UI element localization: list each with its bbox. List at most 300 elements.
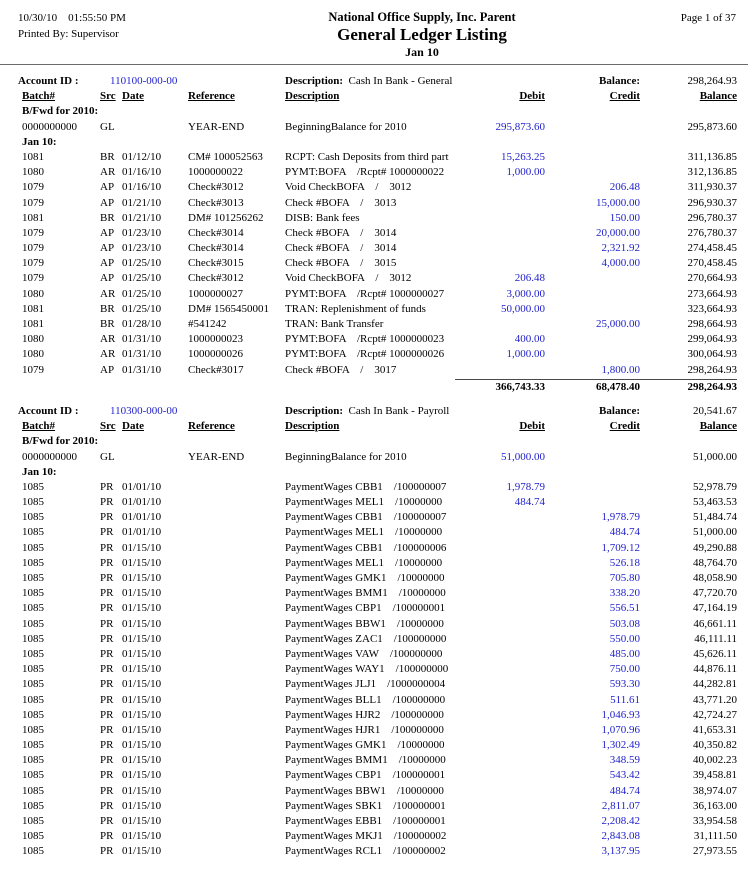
debit-cell bbox=[455, 317, 545, 332]
balance-cell: 296,780.37 bbox=[687, 211, 737, 224]
src-cell: AP bbox=[100, 242, 115, 255]
description-label: Description: bbox=[285, 404, 344, 417]
src-cell: PR bbox=[100, 541, 114, 554]
credit-cell[interactable]: 1,978.79 bbox=[601, 511, 640, 524]
account-section bbox=[0, 404, 748, 860]
debit-cell bbox=[455, 693, 545, 708]
balance-cell: 36,163.00 bbox=[693, 799, 737, 812]
debit-cell[interactable]: 1,000.00 bbox=[506, 348, 545, 361]
date-cell: 01/15/10 bbox=[122, 708, 162, 721]
balance-cell: 273,664.93 bbox=[687, 287, 737, 300]
src-cell: AR bbox=[100, 333, 116, 346]
debit-cell bbox=[455, 799, 545, 814]
credit-cell bbox=[545, 480, 640, 495]
credit-cell bbox=[545, 302, 640, 317]
spacer-cell bbox=[96, 379, 118, 394]
date-cell: 01/28/10 bbox=[122, 318, 162, 330]
credit-cell bbox=[545, 120, 640, 135]
description-cell: Check #BOFA / 3017 bbox=[285, 363, 397, 376]
date-cell: 01/15/10 bbox=[122, 632, 162, 645]
description-cell: PaymentWages BLL1 /100000000 bbox=[285, 693, 446, 706]
reference-cell: YEAR-END bbox=[188, 120, 245, 133]
reference-cell: Check#3013 bbox=[188, 196, 244, 209]
debit-cell[interactable]: 400.00 bbox=[514, 333, 545, 346]
src-cell: BR bbox=[100, 318, 115, 330]
description-cell: Void CheckBOFA / 3012 bbox=[285, 181, 412, 194]
batch-cell: 1085 bbox=[22, 815, 44, 827]
credit-cell[interactable]: 1,302.49 bbox=[601, 739, 640, 752]
src-cell: PR bbox=[100, 572, 114, 584]
column-header-batch: Batch# bbox=[22, 420, 55, 433]
credit-cell[interactable]: 338.20 bbox=[609, 587, 640, 600]
column-header-credit: Credit bbox=[609, 90, 640, 103]
debit-cell bbox=[455, 541, 545, 556]
table-row bbox=[0, 571, 748, 586]
reference-cell: Check#3012 bbox=[188, 272, 244, 285]
src-cell: BR bbox=[100, 150, 115, 163]
description-cell: BeginningBalance for 2010 bbox=[285, 120, 407, 133]
src-cell: PR bbox=[100, 632, 114, 645]
column-header-date: Date bbox=[122, 90, 144, 103]
reference-cell: Check#3017 bbox=[188, 363, 244, 376]
reference-cell bbox=[188, 768, 285, 783]
date-cell: 01/25/10 bbox=[122, 287, 162, 300]
report-header-left bbox=[18, 10, 208, 60]
reference-cell: Check#3014 bbox=[188, 242, 244, 255]
account-header-row bbox=[0, 74, 748, 89]
credit-cell[interactable]: 348.59 bbox=[609, 754, 640, 767]
balance-cell: 270,664.93 bbox=[687, 272, 737, 285]
src-cell: AR bbox=[100, 166, 116, 179]
description-cell: BeginningBalance for 2010 bbox=[285, 450, 407, 463]
src-cell: PR bbox=[100, 617, 114, 630]
table-row bbox=[0, 495, 748, 510]
description-cell: PaymentWages MEL1 /10000000 bbox=[285, 496, 443, 509]
description-value: Cash In Bank - General bbox=[343, 75, 453, 87]
batch-cell: 1080 bbox=[22, 348, 44, 361]
table-row bbox=[0, 601, 748, 616]
reference-cell: Check#3014 bbox=[188, 226, 244, 239]
date-cell: 01/01/10 bbox=[122, 526, 162, 539]
description-cell: Check #BOFA / 3013 bbox=[285, 196, 397, 209]
reference-cell bbox=[188, 693, 285, 708]
src-cell: PR bbox=[100, 602, 114, 615]
debit-cell bbox=[455, 241, 545, 256]
balance-cell: 270,458.45 bbox=[687, 257, 737, 270]
credit-cell bbox=[545, 347, 640, 362]
credit-cell[interactable]: 2,321.92 bbox=[601, 242, 640, 255]
account-id-value[interactable]: 110100-000-00 bbox=[110, 75, 178, 87]
src-cell: PR bbox=[100, 587, 114, 600]
description-cell: PaymentWages HJR1 /100000000 bbox=[285, 723, 444, 736]
table-row bbox=[0, 799, 748, 814]
debit-cell bbox=[455, 662, 545, 677]
column-header-balance: Balance bbox=[699, 420, 737, 433]
reference-cell bbox=[188, 844, 285, 859]
debit-cell[interactable]: 206.48 bbox=[514, 272, 545, 285]
reference-cell: 1000000023 bbox=[188, 333, 243, 346]
table-row bbox=[0, 510, 748, 525]
reference-cell: Check#3015 bbox=[188, 257, 244, 270]
reference-cell bbox=[188, 495, 285, 510]
batch-cell: 1085 bbox=[22, 723, 44, 736]
date-cell: 01/15/10 bbox=[122, 784, 162, 797]
src-cell: BR bbox=[100, 211, 115, 224]
report-period: Jan 10 bbox=[405, 45, 439, 59]
date-cell: 01/15/10 bbox=[122, 541, 162, 554]
reference-cell bbox=[188, 525, 285, 540]
debit-cell bbox=[455, 586, 545, 601]
date-cell: 01/15/10 bbox=[122, 617, 162, 630]
batch-cell: 1085 bbox=[22, 754, 44, 767]
credit-cell[interactable]: 593.30 bbox=[609, 678, 640, 691]
credit-cell bbox=[545, 165, 640, 180]
balance-cell: 27,973.55 bbox=[693, 845, 737, 858]
column-header-batch: Batch# bbox=[22, 90, 55, 103]
src-cell: PR bbox=[100, 647, 114, 660]
header-rule bbox=[0, 64, 748, 65]
src-cell: GL bbox=[100, 120, 115, 133]
debit-cell bbox=[455, 768, 545, 783]
balance-cell: 295,873.60 bbox=[687, 120, 737, 133]
credit-cell[interactable]: 511.61 bbox=[610, 693, 640, 706]
credit-cell[interactable]: 4,000.00 bbox=[601, 257, 640, 270]
date-cell: 01/21/10 bbox=[122, 211, 162, 224]
src-cell: PR bbox=[100, 815, 114, 827]
credit-cell[interactable]: 20,000.00 bbox=[596, 226, 640, 239]
credit-cell[interactable]: 150.00 bbox=[609, 211, 640, 224]
src-cell: PR bbox=[100, 526, 114, 539]
debit-cell bbox=[455, 601, 545, 616]
table-row bbox=[0, 784, 748, 799]
batch-cell: 1085 bbox=[22, 693, 44, 706]
description-cell: PaymentWages MEL1 /10000000 bbox=[285, 526, 443, 539]
batch-cell: 1081 bbox=[22, 318, 44, 330]
debit-cell[interactable]: 295,873.60 bbox=[495, 120, 545, 133]
date-cell: 01/31/10 bbox=[122, 363, 162, 376]
description-value: Cash In Bank - Payroll bbox=[343, 404, 450, 417]
src-cell: PR bbox=[100, 511, 114, 524]
debit-cell[interactable]: 15,263.25 bbox=[501, 150, 545, 163]
reference-cell bbox=[188, 571, 285, 586]
balance-cell: 296,930.37 bbox=[687, 196, 737, 209]
credit-cell[interactable]: 1,709.12 bbox=[601, 541, 640, 554]
debit-cell bbox=[455, 814, 545, 829]
spacer-cell bbox=[18, 379, 96, 394]
date-cell: 01/01/10 bbox=[122, 480, 162, 493]
credit-cell[interactable]: 1,046.93 bbox=[601, 708, 640, 721]
date-cell: 01/15/10 bbox=[122, 799, 162, 812]
credit-cell[interactable]: 206.48 bbox=[609, 181, 640, 194]
debit-cell[interactable]: 1,978.79 bbox=[506, 480, 545, 493]
date-cell: 01/25/10 bbox=[122, 257, 162, 270]
description-cell: Check #BOFA / 3014 bbox=[285, 226, 397, 239]
reference-cell bbox=[188, 601, 285, 616]
balance-cell: 53,463.53 bbox=[693, 496, 737, 509]
credit-cell[interactable]: 556.51 bbox=[609, 602, 640, 615]
description-cell: PYMT:BOFA /Rcpt# 1000000023 bbox=[285, 333, 445, 346]
batch-cell: 1085 bbox=[22, 572, 44, 584]
balance-cell: 311,136.85 bbox=[687, 150, 737, 163]
column-header-description: Description bbox=[285, 420, 340, 433]
credit-cell bbox=[545, 450, 640, 465]
batch-cell: 1085 bbox=[22, 708, 44, 721]
debit-cell[interactable]: 3,000.00 bbox=[506, 287, 545, 300]
balance-cell: 33,954.58 bbox=[693, 815, 737, 827]
batch-cell: 1085 bbox=[22, 556, 44, 569]
debit-cell bbox=[455, 571, 545, 586]
report-header-center bbox=[208, 10, 636, 60]
credit-cell[interactable]: 25,000.00 bbox=[596, 318, 640, 330]
src-cell: AP bbox=[100, 257, 115, 270]
debit-cell[interactable]: 1,000.00 bbox=[506, 166, 545, 179]
company-name: National Office Supply, Inc. Parent bbox=[328, 10, 516, 24]
credit-cell bbox=[545, 287, 640, 302]
batch-cell: 0000000000 bbox=[22, 450, 77, 463]
date-cell: 01/15/10 bbox=[122, 556, 162, 569]
date-cell: 01/23/10 bbox=[122, 226, 162, 239]
description-cell: Check #BOFA / 3015 bbox=[285, 257, 397, 270]
account-sections bbox=[0, 74, 748, 860]
table-row bbox=[0, 480, 748, 495]
src-cell: PR bbox=[100, 830, 114, 843]
group-label-bfwd: B/Fwd for 2010: bbox=[22, 105, 99, 118]
column-header-date: Date bbox=[122, 420, 144, 433]
description-cell: PaymentWages MEL1 /10000000 bbox=[285, 556, 443, 569]
reference-cell bbox=[188, 541, 285, 556]
batch-cell: 1081 bbox=[22, 211, 44, 224]
spacer bbox=[57, 12, 68, 24]
reference-cell bbox=[188, 738, 285, 753]
balance-cell: 41,653.31 bbox=[693, 723, 737, 736]
debit-cell bbox=[455, 708, 545, 723]
description-cell: Check #BOFA / 3014 bbox=[285, 242, 397, 255]
batch-cell: 1085 bbox=[22, 526, 44, 539]
description-cell: PaymentWages RCL1 /100000002 bbox=[285, 845, 446, 858]
credit-cell[interactable]: 1,070.96 bbox=[601, 723, 640, 736]
debit-cell bbox=[455, 784, 545, 799]
debit-cell[interactable]: 484.74 bbox=[514, 496, 545, 509]
credit-cell bbox=[545, 271, 640, 286]
reference-cell: #541242 bbox=[188, 318, 227, 330]
report-title: General Ledger Listing bbox=[337, 25, 507, 44]
table-row bbox=[0, 196, 748, 211]
batch-cell: 1085 bbox=[22, 799, 44, 812]
batch-cell: 1085 bbox=[22, 496, 44, 509]
description-cell: PaymentWages CBP1 /100000001 bbox=[285, 769, 446, 782]
credit-cell[interactable]: 550.00 bbox=[609, 632, 640, 645]
debit-cell bbox=[455, 829, 545, 844]
credit-cell[interactable]: 3,137.95 bbox=[601, 845, 640, 858]
batch-cell: 1085 bbox=[22, 784, 44, 797]
balance-cell: 31,111.50 bbox=[693, 830, 737, 843]
date-cell: 01/15/10 bbox=[122, 739, 162, 752]
balance-cell: 276,780.37 bbox=[687, 226, 737, 239]
description-cell: PaymentWages VAW /100000000 bbox=[285, 647, 443, 660]
batch-cell: 1085 bbox=[22, 647, 44, 660]
account-id-value[interactable]: 110300-000-00 bbox=[110, 404, 178, 417]
table-row bbox=[0, 271, 748, 286]
balance-cell: 45,626.11 bbox=[693, 647, 737, 660]
date-cell: 01/15/10 bbox=[122, 769, 162, 782]
column-header-row bbox=[0, 89, 748, 104]
column-header-src: Src bbox=[100, 420, 116, 433]
total-credit: 68,478.40 bbox=[545, 379, 640, 395]
reference-cell: Check#3012 bbox=[188, 181, 244, 194]
batch-cell: 1085 bbox=[22, 678, 44, 691]
table-row bbox=[0, 693, 748, 708]
src-cell: PR bbox=[100, 693, 114, 706]
date-cell: 01/15/10 bbox=[122, 845, 162, 858]
balance-value: 298,264.93 bbox=[687, 75, 737, 87]
table-row bbox=[0, 120, 748, 135]
credit-cell[interactable]: 1,800.00 bbox=[601, 363, 640, 376]
reference-cell bbox=[188, 708, 285, 723]
table-row bbox=[0, 150, 748, 165]
reference-cell: 1000000022 bbox=[188, 166, 243, 179]
batch-cell: 1079 bbox=[22, 242, 44, 255]
batch-cell: 1085 bbox=[22, 769, 44, 782]
date-cell: 01/15/10 bbox=[122, 602, 162, 615]
credit-cell[interactable]: 15,000.00 bbox=[596, 196, 640, 209]
table-row bbox=[0, 450, 748, 465]
table-row bbox=[0, 241, 748, 256]
date-cell: 01/15/10 bbox=[122, 815, 162, 827]
credit-cell[interactable]: 484.74 bbox=[609, 526, 640, 539]
debit-cell bbox=[455, 180, 545, 195]
src-cell: PR bbox=[100, 739, 114, 752]
balance-cell: 48,058.90 bbox=[693, 572, 737, 584]
balance-cell: 51,000.00 bbox=[693, 526, 737, 539]
credit-cell[interactable]: 705.80 bbox=[609, 572, 640, 584]
credit-cell bbox=[545, 495, 640, 510]
credit-cell[interactable]: 526.18 bbox=[609, 556, 640, 569]
reference-cell bbox=[188, 480, 285, 495]
src-cell: PR bbox=[100, 784, 114, 797]
account-section bbox=[0, 74, 748, 395]
table-row bbox=[0, 256, 748, 271]
date-cell: 01/31/10 bbox=[122, 333, 162, 346]
batch-cell: 1085 bbox=[22, 587, 44, 600]
src-cell: PR bbox=[100, 496, 114, 509]
description-cell: PYMT:BOFA /Rcpt# 1000000027 bbox=[285, 287, 445, 300]
credit-cell[interactable]: 750.00 bbox=[609, 663, 640, 676]
table-row bbox=[0, 647, 748, 662]
credit-cell[interactable]: 2,811.07 bbox=[601, 799, 640, 812]
src-cell: PR bbox=[100, 480, 114, 493]
total-debit: 366,743.33 bbox=[455, 379, 545, 395]
date-cell: 01/15/10 bbox=[122, 587, 162, 600]
balance-cell: 298,264.93 bbox=[687, 363, 737, 376]
debit-cell bbox=[455, 211, 545, 226]
src-cell: AP bbox=[100, 363, 115, 376]
batch-cell: 1079 bbox=[22, 272, 44, 285]
reference-cell bbox=[188, 510, 285, 525]
balance-cell: 39,458.81 bbox=[693, 769, 737, 782]
debit-cell bbox=[455, 844, 545, 859]
description-cell: PaymentWages CBB1 /100000006 bbox=[285, 541, 447, 554]
balance-cell: 44,876.11 bbox=[693, 663, 737, 676]
date-cell: 01/15/10 bbox=[122, 723, 162, 736]
batch-cell: 1079 bbox=[22, 363, 44, 376]
credit-cell[interactable]: 484.74 bbox=[609, 784, 640, 797]
column-header-debit: Debit bbox=[519, 90, 545, 103]
debit-cell bbox=[455, 525, 545, 540]
debit-cell bbox=[455, 363, 545, 378]
reference-cell bbox=[188, 784, 285, 799]
printed-by: Printed By: Supervisor bbox=[18, 28, 119, 40]
column-header-debit: Debit bbox=[519, 420, 545, 433]
spacer-cell bbox=[285, 379, 455, 394]
description-cell: PaymentWages WAY1 /100000000 bbox=[285, 663, 449, 676]
column-header-src: Src bbox=[100, 90, 116, 103]
src-cell: PR bbox=[100, 799, 114, 812]
reference-cell bbox=[188, 632, 285, 647]
credit-cell[interactable]: 485.00 bbox=[609, 647, 640, 660]
description-cell: PaymentWages JLJ1 /1000000004 bbox=[285, 678, 446, 691]
debit-cell bbox=[455, 556, 545, 571]
batch-cell: 1079 bbox=[22, 257, 44, 270]
reference-cell bbox=[188, 829, 285, 844]
description-cell: PaymentWages BBW1 /10000000 bbox=[285, 784, 444, 797]
description-cell: PaymentWages HJR2 /100000000 bbox=[285, 708, 444, 721]
reference-cell bbox=[188, 647, 285, 662]
debit-cell bbox=[455, 723, 545, 738]
date-cell bbox=[118, 120, 188, 135]
batch-cell: 1079 bbox=[22, 181, 44, 194]
report-time: 01:55:50 PM bbox=[68, 12, 126, 24]
description-cell: Void CheckBOFA / 3012 bbox=[285, 272, 412, 285]
account-header-row bbox=[0, 404, 748, 419]
debit-cell bbox=[455, 632, 545, 647]
src-cell: AP bbox=[100, 226, 115, 239]
balance-cell: 47,164.19 bbox=[693, 602, 737, 615]
description-cell: PaymentWages GMK1 /10000000 bbox=[285, 739, 445, 752]
table-row bbox=[0, 829, 748, 844]
credit-cell[interactable]: 2,208.42 bbox=[601, 815, 640, 827]
description-cell: PYMT:BOFA /Rcpt# 1000000022 bbox=[285, 166, 445, 179]
table-row bbox=[0, 844, 748, 859]
credit-cell[interactable]: 2,843.08 bbox=[601, 830, 640, 843]
page-indicator: Page 1 of 37 bbox=[680, 12, 736, 24]
credit-cell[interactable]: 503.08 bbox=[609, 617, 640, 630]
spacer-cell bbox=[188, 379, 285, 394]
spacer-cell bbox=[118, 379, 188, 394]
batch-cell: 1085 bbox=[22, 541, 44, 554]
debit-cell[interactable]: 50,000.00 bbox=[501, 302, 545, 315]
reference-cell: 1000000027 bbox=[188, 287, 243, 300]
credit-cell[interactable]: 543.42 bbox=[609, 769, 640, 782]
src-cell: AR bbox=[100, 287, 116, 300]
column-header-row bbox=[0, 419, 748, 434]
balance-cell: 274,458.45 bbox=[687, 242, 737, 255]
reference-cell: DM# 1565450001 bbox=[188, 302, 269, 315]
balance-value: 20,541.67 bbox=[693, 404, 737, 417]
date-cell: 01/12/10 bbox=[122, 150, 162, 163]
debit-cell[interactable]: 51,000.00 bbox=[501, 450, 545, 463]
date-cell: 01/25/10 bbox=[122, 272, 162, 285]
column-header-credit: Credit bbox=[609, 420, 640, 433]
table-row bbox=[0, 287, 748, 302]
src-cell: PR bbox=[100, 845, 114, 858]
table-row bbox=[0, 738, 748, 753]
date-cell: 01/15/10 bbox=[122, 693, 162, 706]
balance-label: Balance: bbox=[599, 404, 640, 417]
batch-cell: 1085 bbox=[22, 830, 44, 843]
balance-label: Balance: bbox=[599, 75, 640, 87]
account-id-label: Account ID : bbox=[18, 75, 79, 87]
src-cell: AP bbox=[100, 272, 115, 285]
